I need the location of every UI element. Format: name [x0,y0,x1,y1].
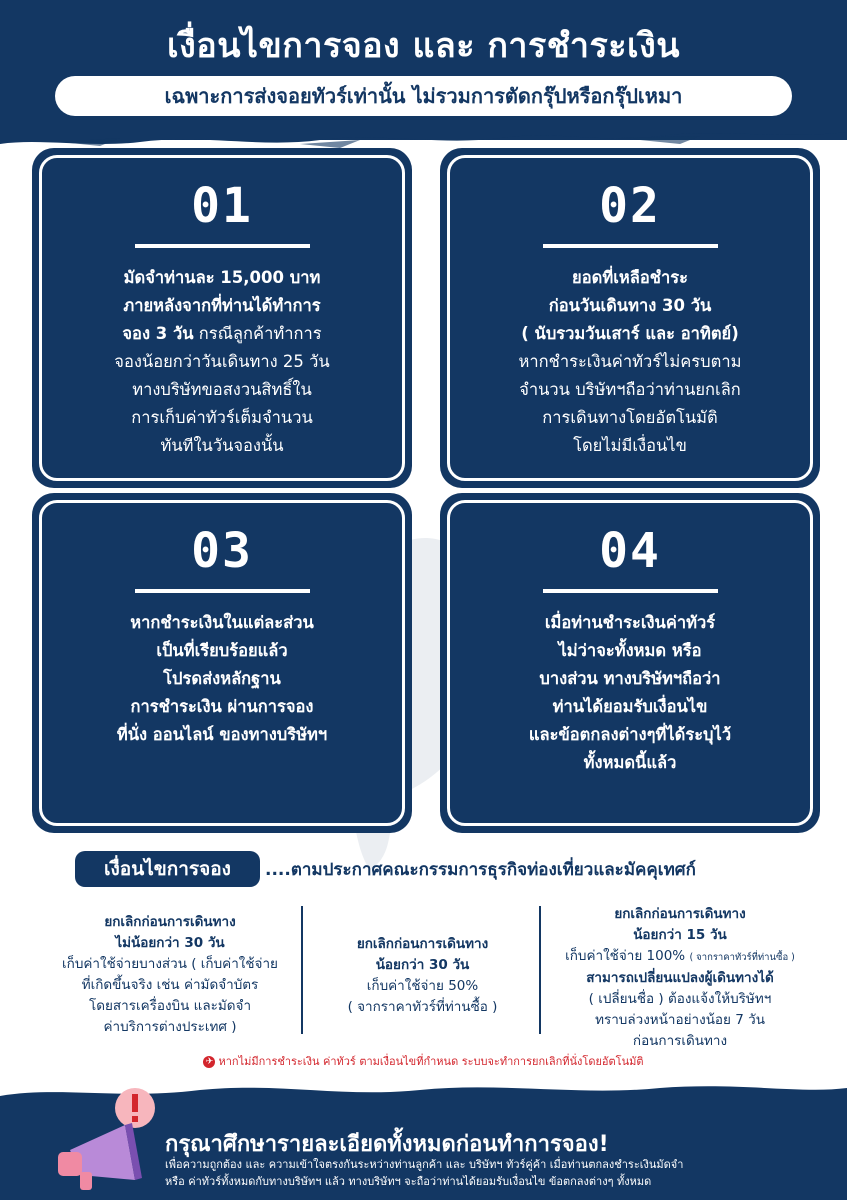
card-line: หากชำระเงินในแต่ละส่วน [130,613,314,632]
card-divider [543,589,718,593]
card-line: ภายหลังจากที่ท่านได้ทำการ [123,296,321,315]
card-line-bold: จอง 3 วัน [122,324,194,343]
cancel-policy-under-15 [545,904,815,1052]
cancel-policy-under-30 [310,934,535,1018]
policy-line: ค่าบริการต่างประเทศ ) [103,1019,237,1035]
card-line: เป็นที่เรียบร้อยแล้ว [156,641,288,660]
card-line-rest: กรณีลูกค้าทำการ [193,324,322,343]
card-number: 01 [191,178,253,234]
column-divider [301,906,303,1034]
policy-line: โดยสารเครื่องบิน และมัดจำ [88,998,252,1014]
policy-heading: ยกเลิกก่อนการเดินทาง [614,906,746,922]
policy-fee: เก็บค่าใช้จ่าย 100% [565,948,686,964]
card-inner [447,500,813,826]
card-line: การชำระเงิน ผ่านการจอง [130,697,314,716]
cancel-policy-30-plus [45,912,295,1038]
card-line: การเดินทางโดยอัตโนมัติ [542,408,718,427]
policy-line [545,946,815,968]
policy-heading: ยกเลิกก่อนการเดินทาง [104,914,236,930]
section-subtitle: ....ตามประกาศคณะกรรมการธุรกิจท่องเที่ยวและมัคคุเทศก์ [265,860,696,880]
section-tag: เงื่อนไขการจอง [75,851,260,887]
policy-line: เก็บค่าใช้จ่ายบางส่วน ( เก็บค่าใช้จ่าย [62,956,278,972]
card-number: 03 [191,523,253,579]
warning-text: หากไม่มีการชำระเงิน ค่าทัวร์ ตามเงื่อนไขที่กำหนด ระบบจะทำการยกเลิกที่นั่งโดยอัตโนมัติ [218,1055,644,1068]
footer-text [165,1156,837,1190]
card-text [56,609,388,749]
card-line: ก่อนวันเดินทาง 30 วัน [548,296,712,315]
card-number: 02 [599,178,661,234]
card-line: ทั้งหมดนี้แล้ว [583,753,677,772]
policy-heading: น้อยกว่า 30 วัน [375,957,470,973]
card-line: ยอดที่เหลือชำระ [572,268,688,287]
card-text [56,264,388,460]
card-text [464,264,796,460]
card-line: มัดจำท่านละ 15,000 บาท [123,268,321,287]
page-subtitle: เฉพาะการส่งจอยทัวร์เท่านั้น ไม่รวมการตัดกรุ๊ปหรือกรุ๊ปเหมา [55,76,792,116]
column-divider [539,906,541,1034]
megaphone-icon [40,1080,170,1195]
card-line: บางส่วน ทางบริษัทฯถือว่า [539,669,721,688]
policy-heading: ไม่น้อยกว่า 30 วัน [115,935,225,951]
policy-heading: น้อยกว่า 15 วัน [633,927,727,943]
condition-card-04 [440,493,820,833]
card-text [464,609,796,777]
card-number: 04 [599,523,661,579]
card-line: และข้อตกลงต่างๆที่ได้ระบุไว้ [528,725,732,744]
policy-line: ทราบล่วงหน้าอย่างน้อย 7 วัน [595,1012,765,1028]
card-line: ที่นั่ง ออนไลน์ ของทางบริษัทฯ [116,725,328,744]
card-inner [39,500,405,826]
card-divider [543,244,718,248]
card-line: โปรดส่งหลักฐาน [163,669,281,688]
card-line: ท่านได้ยอมรับเงื่อนไข [552,697,708,716]
footer-line: เพื่อความถูกต้อง และ ความเข้าใจตรงกันระหว่างท่านลูกค้า และ บริษัทฯ ทัวร์คู่ค้า เมื่อท่านตกลงชำระเงินมัดจำ [165,1158,684,1171]
policy-line: เก็บค่าใช้จ่าย 50% [366,978,479,994]
no-plane-icon: ✈ [203,1056,215,1068]
page-title: เงื่อนไขการจอง และ การชำระเงิน [167,26,680,66]
policy-fee-note: ( จากราคาทัวร์ที่ท่านซื้อ ) [689,952,795,963]
card-divider [135,589,310,593]
card-line [56,320,388,348]
card-line: จำนวน บริษัทฯถือว่าท่านยกเลิก [519,380,741,399]
card-line: เมื่อท่านชำระเงินค่าทัวร์ [544,613,716,632]
card-inner [39,155,405,481]
policy-line: ที่เกิดขึ้นจริง เช่น ค่ามัดจำบัตร [81,977,259,993]
condition-card-03 [32,493,412,833]
card-line: ทันทีในวันจองนั้น [160,436,284,455]
footer-line: หรือ ค่าทัวร์ทั้งหมดกับทางบริษัทฯ แล้ว ทางบริษัทฯ จะถือว่าท่านได้ยอมรับเงื่อนไข ข้อตกลงต่างๆ ทั้งหมด [165,1175,652,1188]
policy-heading: สามารถเปลี่ยนแปลงผู้เดินทางได้ [586,970,774,986]
policy-line: ( จากราคาทัวร์ที่ท่านซื้อ ) [347,999,498,1015]
card-line: การเก็บค่าทัวร์เต็มจำนวน [131,408,313,427]
policy-heading: ยกเลิกก่อนการเดินทาง [356,936,489,952]
condition-card-02 [440,148,820,488]
policy-line: ก่อนการเดินทาง [632,1033,728,1049]
condition-card-01 [32,148,412,488]
card-line: โดยไม่มีเงื่อนไข [573,436,687,455]
card-inner [447,155,813,481]
card-line: ( นับรวมวันเสาร์ และ อาทิตย์) [521,324,739,343]
card-line: ไม่ว่าจะทั้งหมด หรือ [558,641,702,660]
card-line: จองน้อยกว่าวันเดินทาง 25 วัน [114,352,330,371]
auto-cancel-warning [0,1052,847,1070]
footer-title: กรุณาศึกษารายละเอียดทั้งหมดก่อนทำการจอง! [165,1132,609,1157]
card-line: หากชำระเงินค่าทัวร์ไม่ครบตาม [518,352,742,371]
policy-line: ( เปลี่ยนชื่อ ) ต้องแจ้งให้บริษัทฯ [588,991,772,1007]
card-line: ทางบริษัทขอสงวนสิทธิ์ใน [132,380,312,399]
card-divider [135,244,310,248]
